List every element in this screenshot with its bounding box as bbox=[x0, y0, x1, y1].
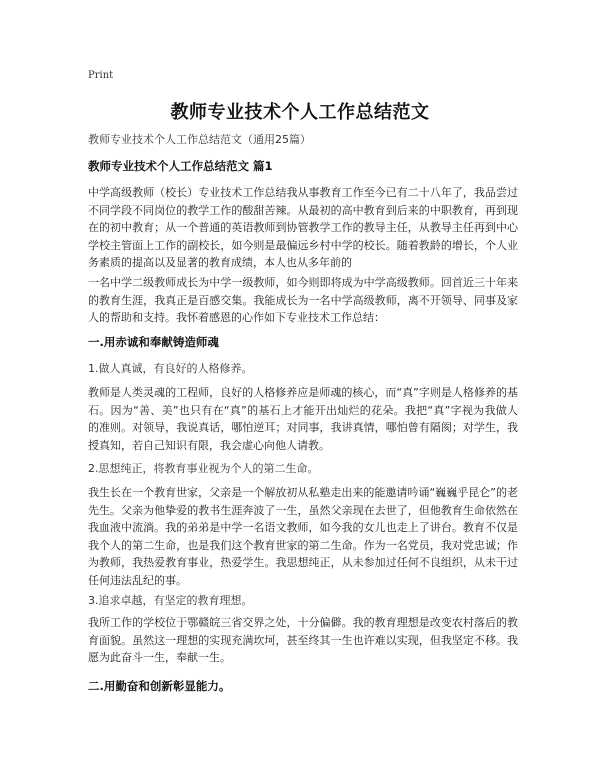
item-2-body: 我生长在一个教育世家，父亲是一个解放初从私塾走出来的能邀请吟诵“巍巍乎昆仑”的老先生。父亲为他挚爱的教书生涯奔波了一生，虽然父亲现在去世了，但他教育生命依然在我血液中流淌。我的弟弟是中学一名语文教师，如今我的女儿也走上了讲台。教育不仅是我个人的第二生命，也是我们这个教育世家的第二生命。作为一名党员，我对党忠诚；作为教师，我热爱教育事业，热爱学生。我思想纯正，从未参加过任何不良组织，从未干过任何违法乱纪的事。 bbox=[88, 486, 518, 587]
document-subtitle: 教师专业技术个人工作总结范文（通用25篇） bbox=[88, 133, 311, 146]
intro-paragraph-2: 一名中学二级教师成长为中学一级教师，如今则即将成为中学高级教师。回首近三十年来的教育生涯，我真正是百感交集。我能成长为一名中学高级教师，离不开领导、同事及家人的帮助和支持。我怀着感恩的心作如下专业技术工作总结： bbox=[88, 276, 518, 324]
section-one-heading: 一.用赤诚和奉献铸造师魂 bbox=[88, 335, 219, 349]
intro-paragraph-1: 中学高级教师（校长）专业技术工作总结我从事教育工作至今已有二十八年了，我品尝过不同学段不同岗位的教学工作的酸甜苦辣。从最初的高中教育到后来的中职教育，再到现在的初中教育；从一个普通的英语教师到协管教学工作的教导主任，从教导主任再到中心学校主管面上工作的副校长，如今则是最偏远乡村中学的校长。随着教龄的增长，个人业务素质的提高以及显著的教育成绩，本人也从多年前的 bbox=[88, 186, 518, 269]
item-2-title: 2.思想纯正，将教育事业视为个人的第二生命。 bbox=[88, 462, 319, 475]
item-1-body: 教师是人类灵魂的工程师，良好的人格修养应是师魂的核心，而“真”字则是人格修养的基石。因为“善、美”也只有在“真”的基石上才能开出灿烂的花朵。我把“真”字视为我做人的准则。对领导，我说真话，哪怕逆耳；对同事，我讲真情，哪怕曾有隔阂；对学生，我授真知，若自己知识有限，我会虚心向他人请教。 bbox=[88, 386, 518, 452]
print-label[interactable]: Print bbox=[88, 70, 114, 81]
item-3-title: 3.追求卓越，有坚定的教育理想。 bbox=[88, 594, 253, 607]
section-two-heading: 二.用勤奋和创新彰显能力。 bbox=[88, 679, 231, 693]
item-1-title: 1.做人真诚，有良好的人格修养。 bbox=[88, 362, 253, 375]
article-section-title: 教师专业技术个人工作总结范文 篇1 bbox=[88, 159, 273, 173]
item-3-body: 我所工作的学校位于鄂赣皖三省交界之处，十分偏僻。我的教育理想是改变农村落后的教育面貌。虽然这一理想的实现充满坎坷，甚至终其一生也许难以实现，但我坚定不移。我愿为此奋斗一生，奉献一生。 bbox=[88, 616, 518, 664]
document-title: 教师专业技术个人工作总结范文 bbox=[170, 102, 430, 123]
